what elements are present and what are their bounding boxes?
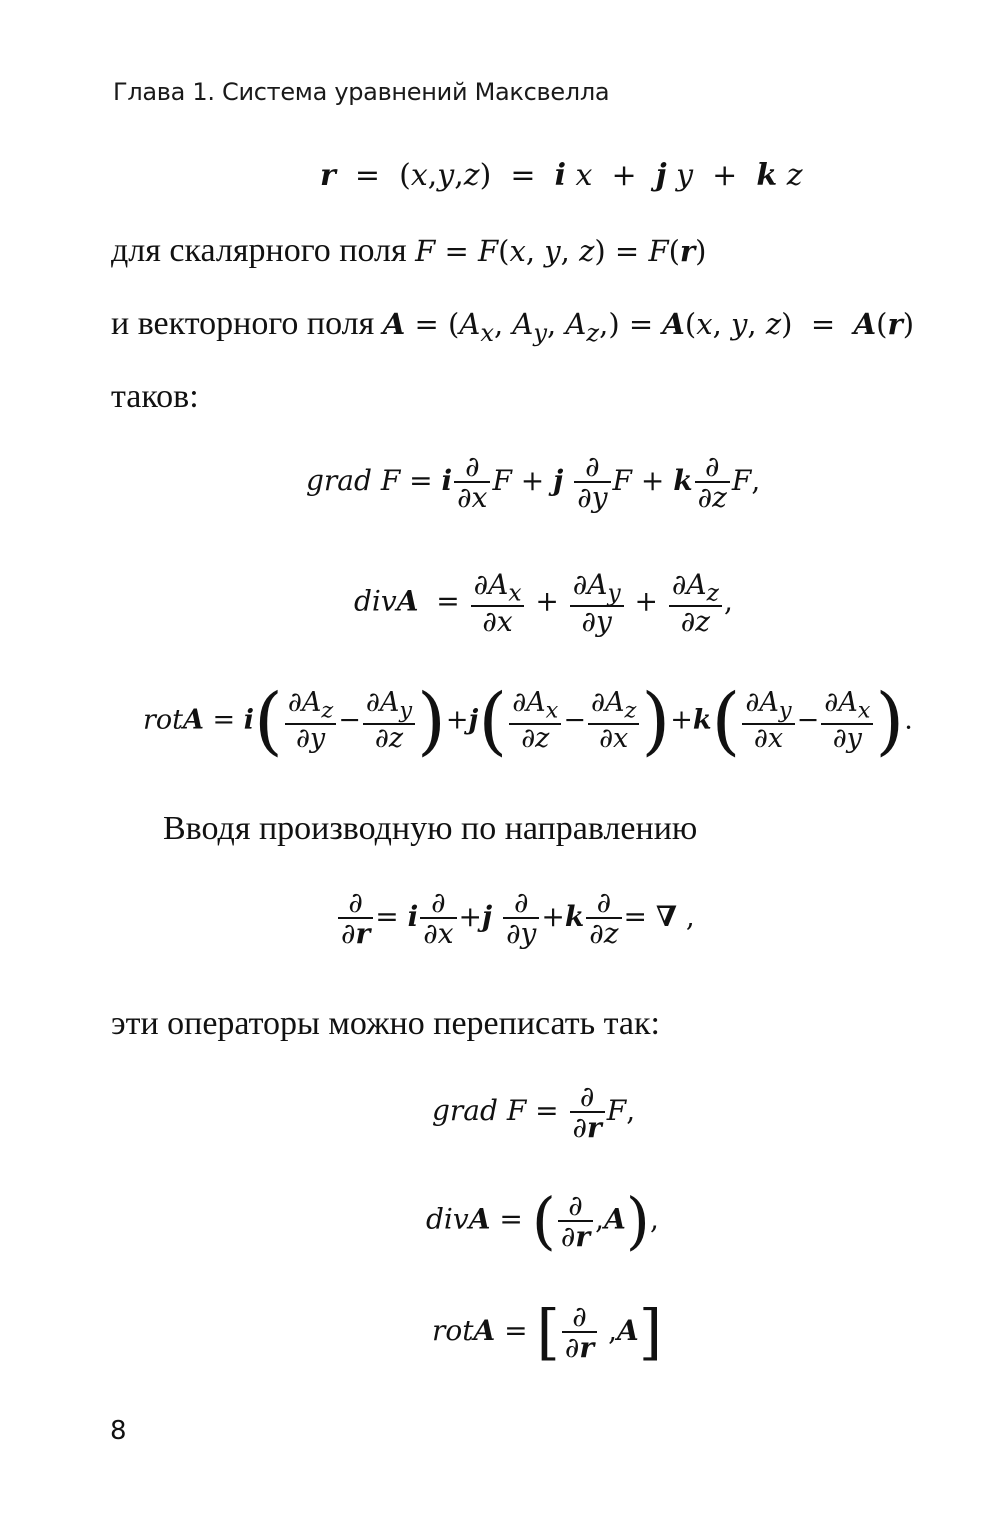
- vector-field-line: [111, 305, 914, 347]
- vector-field-text: и векторного поля: [111, 305, 375, 342]
- equation-radius-vector: r = (x,y,z) = i x + j y + k z: [320, 158, 803, 193]
- scalar-field-text: для скалярного поля: [111, 232, 407, 269]
- equation-grad-short: grad F = $\frac{\partial}{\partial r}$ F,: [432, 1080, 636, 1145]
- equation-rot-short: rotA = [ $\frac{\partial}{\partial r}$ ,A]: [432, 1297, 663, 1368]
- such-text: таков:: [111, 378, 199, 415]
- equation-div-short: divA = ( $\frac{\partial}{\partial r}$ ,A),: [426, 1184, 659, 1257]
- rewrite-text: эти операторы можно переписать так:: [111, 1005, 660, 1042]
- equation-nabla: $\frac{\partial}{\partial r}$ = i $\frac{\partial}{\partial x}$ +j $\frac{\partial}{\partial y}$ +k $\frac{\partial}{\partial z}$ = ∇ ,: [336, 888, 695, 949]
- equation-rot: rotA = i( $\frac{\partial A_z}{\partial y}$ − $\frac{\partial A_y}{\partial z}$ )+j( $\frac{\partial A_x}{\partial z}$ − $\frac{\partial A_z}{\partial x}$ )+k( $\frac{\partial A_y}{\partial x}$ − $\frac{\partial A_x}{\partial y}$ ).: [143, 678, 913, 764]
- equation-div: divA = $\frac{\partial A_x}{\partial x}$ + $\frac{\partial A_y}{\partial y}$ + $\frac{\partial A_z}{\partial z}$ ,: [354, 568, 733, 639]
- equation-grad: grad F = i $\frac{\partial}{\partial x}$ F + j $\frac{\partial}{\partial y}$ F + k $\frac{\partial}{\partial z}$ F,: [306, 450, 761, 515]
- scalar-field-line: [111, 232, 707, 270]
- equation-vector-field: $A = (A_x$, $A_y$, $A_z,) = A(x$, y, z) = A(r): [382, 307, 915, 347]
- introducing-text: Вводя производную по направлению: [163, 810, 698, 847]
- equation-scalar-field: F = F(x, y, z) = F(r): [415, 234, 707, 268]
- page-number: 8: [110, 1416, 127, 1446]
- running-header: Глава 1. Система уравнений Максвелла: [113, 78, 610, 106]
